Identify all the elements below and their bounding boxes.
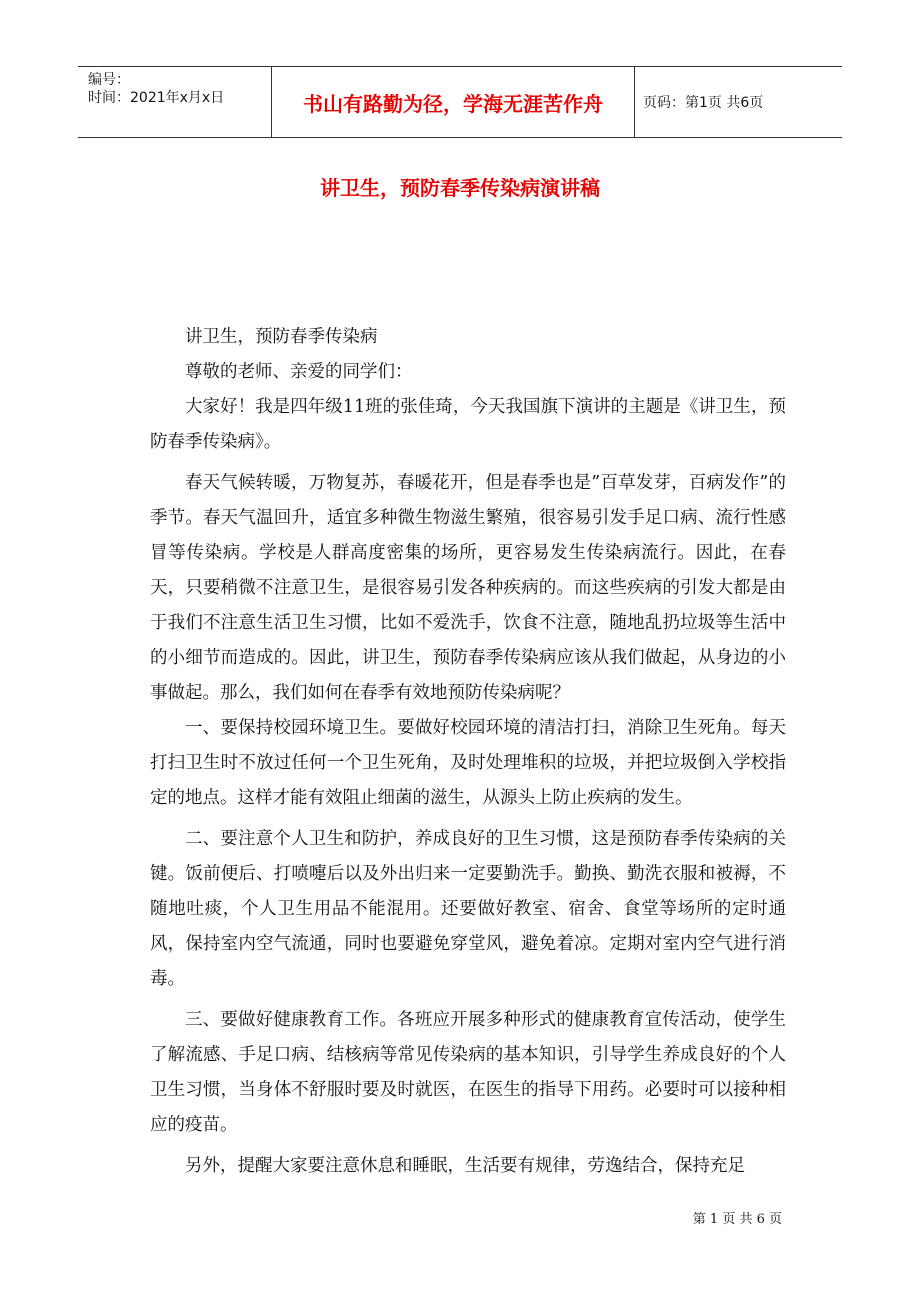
page-header <box>78 66 842 138</box>
paragraph: 大家好！我是四年级11班的张佳琦，今天我国旗下演讲的主题是《讲卫生，预防春季传染病》。 <box>150 397 786 452</box>
paragraph: 一、要保持校园环境卫生。要做好校园环境的清洁打扫，消除卫生死角。每天打扫卫生时不放过任何一个卫生死角，及时处理堆积的垃圾，并把垃圾倒入学校指定的地点。这样才能有效阻止细菌的滋生，从源头上防止疾病的发生。 <box>150 718 786 808</box>
document-body <box>150 320 786 1184</box>
paragraph: 三、要做好健康教育工作。各班应开展多种形式的健康教育宣传活动，使学生了解流感、手足口病、结核病等常见传染病的基本知识，引导学生养成良好的个人卫生习惯，当身体不舒服时要及时就医，在医生的指导下用药。必要时可以接种相应的疫苗。 <box>150 1010 786 1135</box>
paragraph: 另外，提醒大家要注意休息和睡眠，生活要有规律，劳逸结合，保持充足 <box>185 1156 745 1176</box>
header-motto: 书山有路勤为径，学海无涯苦作舟 <box>272 67 635 137</box>
paragraph: 讲卫生，预防春季传染病 <box>185 327 378 347</box>
header-meta <box>78 67 272 137</box>
paragraph: 二、要注意个人卫生和防护，养成良好的卫生习惯，这是预防春季传染病的关键。饭前便后、打喷嚏后以及外出归来一定要勤洗手。勤换、勤洗衣服和被褥，不随地吐痰，个人卫生用品不能混用。还要做好教室、宿舍、食堂等场所的定时通风，保持室内空气流通，同时也要避免穿堂风，避免着凉。定期对室内空气进行消毒。 <box>150 829 786 989</box>
page-footer: 第 1 页 共 6 页 <box>692 1212 782 1227</box>
time-label: 时间：2021年x月x日 <box>88 90 225 106</box>
paragraph: 尊敬的老师、亲爱的同学们： <box>185 362 413 382</box>
paragraph: 春天气候转暖，万物复苏，春暖花开，但是春季也是”百草发芽，百病发作”的季节。春天气温回升，适宜多种微生物滋生繁殖，很容易引发手足口病、流行性感冒等传染病。学校是人群高度密集的场所，更容易发生传染病流行。因此，在春天，只要稍微不注意卫生，是很容易引发各种疾病的。而这些疾病的引发大都是由于我们不注意生活卫生习惯，比如不爱洗手，饮食不注意，随地乱扔垃圾等生活中的小细节而造成的。因此，讲卫生，预防春季传染病应该从我们做起，从身边的小事做起。那么，我们如何在春季有效地预防传染病呢？ <box>150 473 786 703</box>
header-page-info: 页码：第1页 共6页 <box>643 95 764 111</box>
code-label: 编号： <box>88 72 130 88</box>
document-title: 讲卫生，预防春季传染病演讲稿 <box>320 176 600 200</box>
